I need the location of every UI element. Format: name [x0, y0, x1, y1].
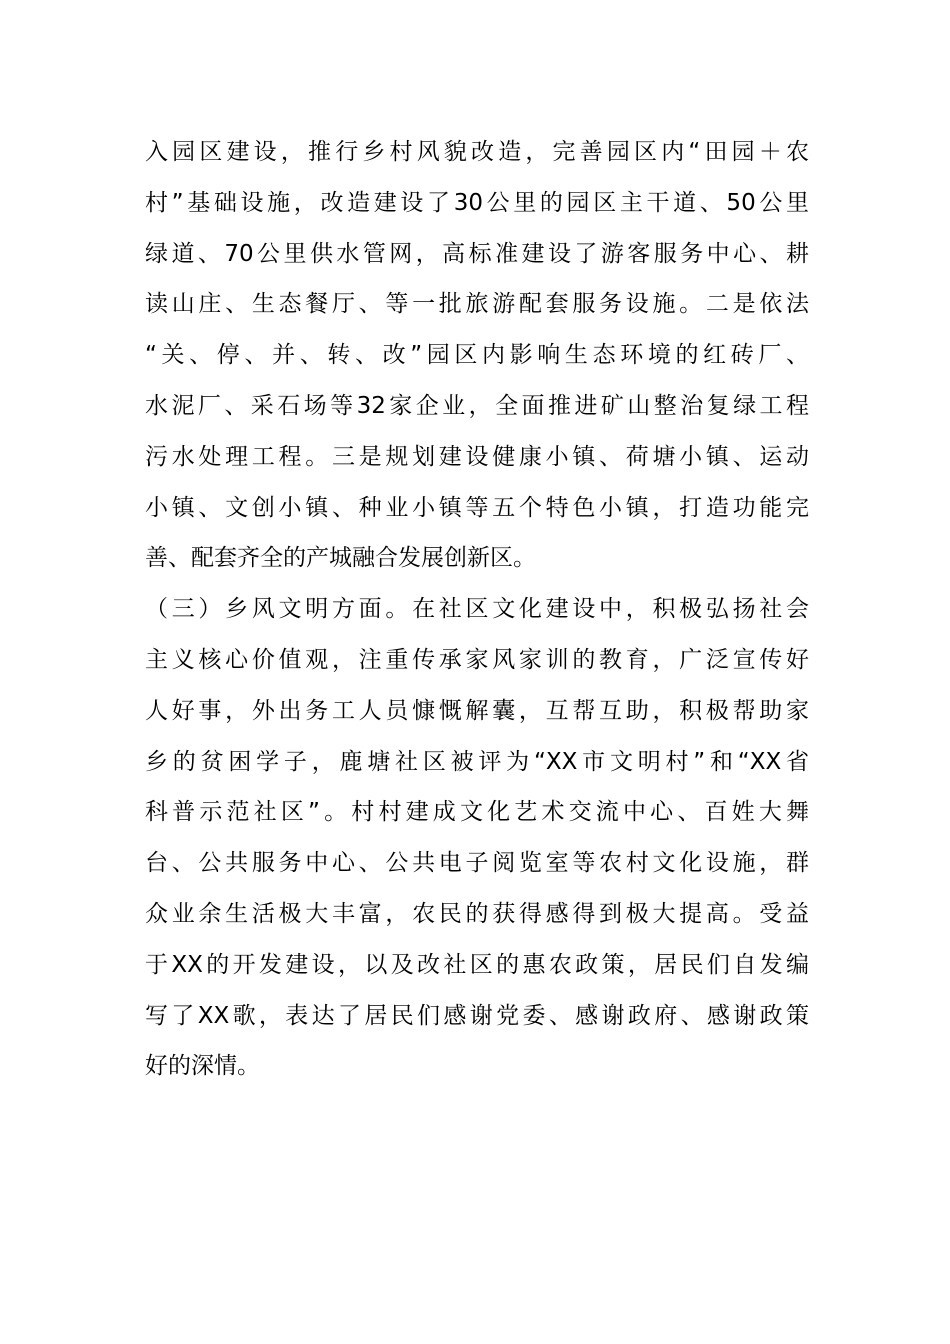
text-line: 写了XX歌，表达了居民们感谢党委、感谢政府、感谢政策 — [145, 1002, 809, 1029]
body-text — [145, 127, 809, 1092]
text-line: 善、配套齐全的产城融合发展创新区。 — [145, 545, 536, 572]
text-line: 众业余生活极大丰富，农民的获得感得到极大提高。受益 — [145, 900, 809, 927]
text-line: “关、停、并、转、改”园区内影响生态环境的红砖厂、 — [145, 342, 809, 369]
text-line: 好的深情。 — [145, 1053, 260, 1080]
text-line: （三）乡风文明方面。在社区文化建设中，积极弘扬社会 — [145, 596, 809, 623]
text-line: 水泥厂、采石场等32家企业，全面推进矿山整治复绿工程 — [145, 392, 809, 419]
text-line: 于XX的开发建设，以及改社区的惠农政策，居民们自发编 — [145, 951, 809, 978]
text-line: 入园区建设，推行乡村风貌改造，完善园区内“田园＋农 — [145, 139, 809, 165]
text-line: 科普示范社区”。村村建成文化艺术交流中心、百姓大舞 — [145, 799, 809, 826]
text-line: 人好事，外出务工人员慷慨解囊，互帮互助，积极帮助家 — [145, 697, 809, 724]
text-line: 主义核心价值观，注重传承家风家训的教育，广泛宣传好 — [145, 646, 809, 673]
text-line: 绿道、70公里供水管网，高标准建设了游客服务中心、耕 — [145, 240, 809, 267]
text-line: 村”基础设施，改造建设了30公里的园区主干道、50公里 — [145, 189, 809, 216]
text-line: 读山庄、生态餐厅、等一批旅游配套服务设施。二是依法 — [145, 291, 809, 318]
text-line: 污水处理工程。三是规划建设健康小镇、荷塘小镇、运动 — [145, 443, 809, 470]
text-line: 台、公共服务中心、公共电子阅览室等农村文化设施，群 — [145, 850, 809, 877]
text-line: 乡的贫困学子，鹿塘社区被评为“XX市文明村”和“XX省 — [145, 748, 809, 775]
text-line: 小镇、文创小镇、种业小镇等五个特色小镇，打造功能完 — [145, 494, 809, 521]
